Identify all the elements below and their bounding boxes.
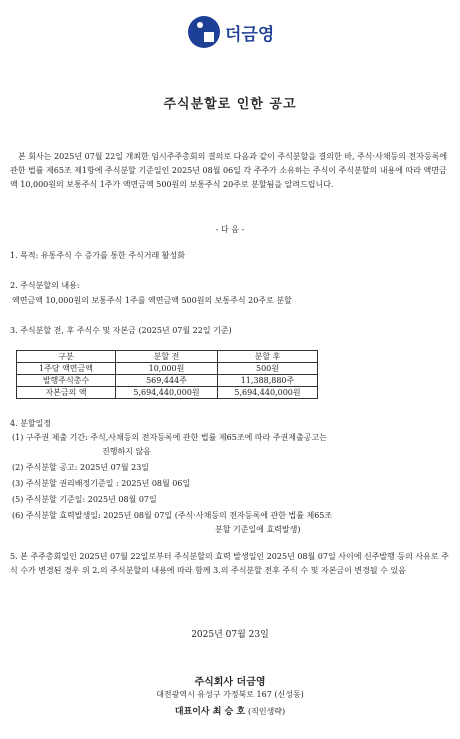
table-header-cell: 분할 전 <box>116 351 218 363</box>
table-cell: 1주당 액면금액 <box>17 363 116 375</box>
table-row <box>17 363 318 375</box>
capital-table <box>16 350 318 399</box>
table-cell: 569,444주 <box>116 375 218 387</box>
item-note-paragraph: 5. 본 주주총회일인 2025년 07월 22일로부터 주식분할의 효력 발생일인 2025년 08월 07일 사이에 신주발행 등의 사유로 주식 수가 변경된 경우 위 2.의 주식분할의 내용에 따라 함께 3.의 주식분할 전후 주식 수 및 자본금이 변경될 수 있음 <box>10 552 449 575</box>
table-cell: 10,000원 <box>116 363 218 375</box>
item-purpose: 1. 목적: 유통주식 수 증가를 통한 주식거래 활성화 <box>10 251 185 260</box>
table-header-row <box>17 351 318 363</box>
item-split-body: 액면금액 10,000원의 보통주식 1주를 액면금액 500원의 보통주식 20주로 분할 <box>12 296 292 305</box>
page-title: 주식분할로 인한 공고 <box>163 97 297 112</box>
table-cell: 500원 <box>218 363 318 375</box>
table-cell: 5,694,440,000원 <box>218 387 318 399</box>
company-name: 주식회사 더금영 <box>194 677 266 688</box>
item-split-title: 2. 주식분할의 내용: <box>10 281 80 290</box>
seal-note: (직인생략) <box>247 707 286 716</box>
table-cell: 자본금의 액 <box>17 387 116 399</box>
schedule-line: 분할 기준일에 효력발생) <box>215 525 301 534</box>
schedule-line: (5) 주식분할 기준일: 2025년 08월 07일 <box>12 495 157 504</box>
intro-paragraph: 본 회사는 2025년 07월 22일 개최한 임시주주총회의 결의로 다음과 같이 주식분할을 결의한 바, 주식·사채등의 전자등록에 관한 법률 제65조 제1항에 주식분할 기준일인 2025년 08월 06일 각 주주가 소유하는 주식이 주식분할의 내용에 따라 액면금액 10,000원의 보통주식 1주가 액면금액 500원의 보통주식 20주로 분할됨을 알려드립니다. <box>10 152 448 189</box>
table-row <box>17 387 318 399</box>
schedule-line: (3) 주식분할 권리배정기준일 : 2025년 08월 06일 <box>12 479 191 488</box>
schedule-line: (6) 주식분할 효력발생일: 2025년 08월 07일 (주식·사채등의 전자등록에 관한 법률 제65조 <box>12 511 333 520</box>
company-ceo: 대표이사 최 승 호 <box>174 707 246 717</box>
notice-date: 2025년 07월 23일 <box>191 630 269 640</box>
company-address: 대전광역시 유성구 가정북로 167 (신성동) <box>156 690 304 699</box>
logo-emblem-icon <box>187 15 221 49</box>
schedule-line: 진행하지 않음 <box>102 447 151 456</box>
schedule-line: (1) 구주권 제출 기간: 주식,사채등의 전자등록에 관한 법률 제65조에 따라 주권제출공고는 <box>12 433 327 442</box>
table-cell: 발행주식총수 <box>17 375 116 387</box>
table-cell: 5,694,440,000원 <box>116 387 218 399</box>
company-logo <box>187 14 274 50</box>
section-divider: - 다 음 - <box>215 225 245 234</box>
item-capital-title: 3. 주식분할 전, 후 주식수 및 자본금 (2025년 07월 22일 기준) <box>10 326 232 335</box>
item-schedule-title: 4. 분할일정 <box>10 419 52 428</box>
table-header-cell: 구분 <box>17 351 116 363</box>
table-cell: 11,388,880주 <box>218 375 318 387</box>
logo-text: 더금영 <box>225 24 275 45</box>
table-row <box>17 375 318 387</box>
table-header-cell: 분할 후 <box>218 351 318 363</box>
company-ceo-line <box>0 704 460 717</box>
schedule-line: (2) 주식분할 공고: 2025년 07월 23일 <box>12 463 150 472</box>
